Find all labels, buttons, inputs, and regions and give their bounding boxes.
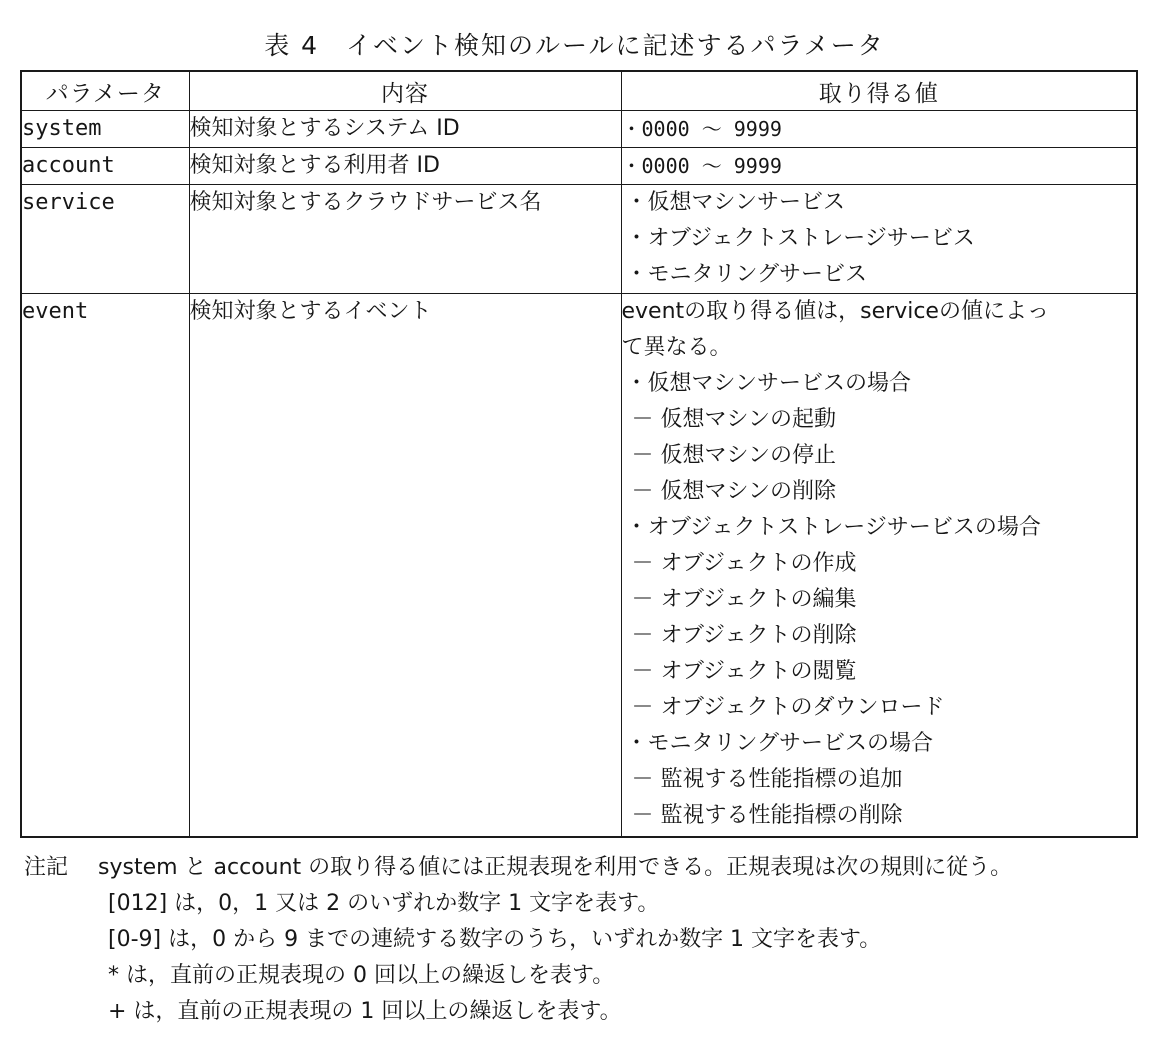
note-rule: [012] は，0，1 又は 2 のいずれか数字 1 文字を表す。 <box>108 891 660 916</box>
value-line: － オブジェクトの編集 <box>631 587 857 612</box>
param-values <box>621 148 1137 185</box>
param-values <box>621 111 1137 148</box>
value-line: － オブジェクトの削除 <box>631 623 857 648</box>
value-line: ・モニタリングサービスの場合 <box>625 731 934 756</box>
header-content: 内容 <box>189 71 621 111</box>
note-label: 注記 <box>24 855 69 880</box>
param-description: 検知対象とするクラウドサービス名 <box>189 185 621 294</box>
param-name: service <box>21 185 189 294</box>
value-line: － 仮想マシンの停止 <box>631 443 836 468</box>
value-line: － オブジェクトの作成 <box>631 551 857 576</box>
value-line: ・0000 ～ 9999 <box>621 154 782 178</box>
table-row-service <box>21 185 1137 294</box>
table-row-account <box>21 148 1137 185</box>
value-line: － 監視する性能指標の削除 <box>631 803 903 828</box>
param-values <box>621 185 1137 294</box>
table-row-system <box>21 111 1137 148</box>
header-parameter: パラメータ <box>21 71 189 111</box>
value-line: － 監視する性能指標の追加 <box>631 767 903 792</box>
value-line: － オブジェクトのダウンロード <box>631 695 945 720</box>
note-main <box>24 850 1134 886</box>
note-main-text: system と account の取り得る値には正規表現を利用できる。正規表現は次の規則に従う。 <box>98 855 1013 880</box>
value-line: － オブジェクトの閲覧 <box>631 659 857 684</box>
header-possible-values: 取り得る値 <box>621 71 1137 111</box>
value-line: － 仮想マシンの起動 <box>631 407 836 432</box>
param-description: 検知対象とする利用者 ID <box>189 148 621 185</box>
value-line: ・仮想マシンサービスの場合 <box>625 371 911 396</box>
table-caption: 表 4 イベント検知のルールに記述するパラメータ <box>264 31 885 60</box>
table-header-row <box>21 71 1137 111</box>
value-line: eventの取り得る値は，serviceの値によっ <box>621 299 1049 324</box>
parameter-table <box>20 70 1138 838</box>
value-line: ・仮想マシンサービス <box>625 190 845 215</box>
table-row-event <box>21 294 1137 838</box>
note-rule: [0-9] は，0 から 9 までの連続する数字のうち，いずれか数字 1 文字を表す。 <box>108 927 882 952</box>
value-line: ・0000 ～ 9999 <box>621 117 782 141</box>
note-rule: * は，直前の正規表現の 0 回以上の繰返しを表す。 <box>108 963 615 988</box>
value-line: て異なる。 <box>621 335 732 360</box>
value-line: ・オブジェクトストレージサービスの場合 <box>625 515 1041 540</box>
notes-section <box>24 850 1134 1030</box>
param-description: 検知対象とするシステム ID <box>189 111 621 148</box>
value-line: ・モニタリングサービス <box>625 262 868 287</box>
param-name: event <box>21 294 189 838</box>
param-name: system <box>21 111 189 148</box>
param-description: 検知対象とするイベント <box>189 294 621 838</box>
note-rule: + は，直前の正規表現の 1 回以上の繰返しを表す。 <box>108 999 622 1024</box>
param-values <box>621 294 1137 838</box>
value-line: － 仮想マシンの削除 <box>631 479 836 504</box>
param-name: account <box>21 148 189 185</box>
value-line: ・オブジェクトストレージサービス <box>625 226 975 251</box>
